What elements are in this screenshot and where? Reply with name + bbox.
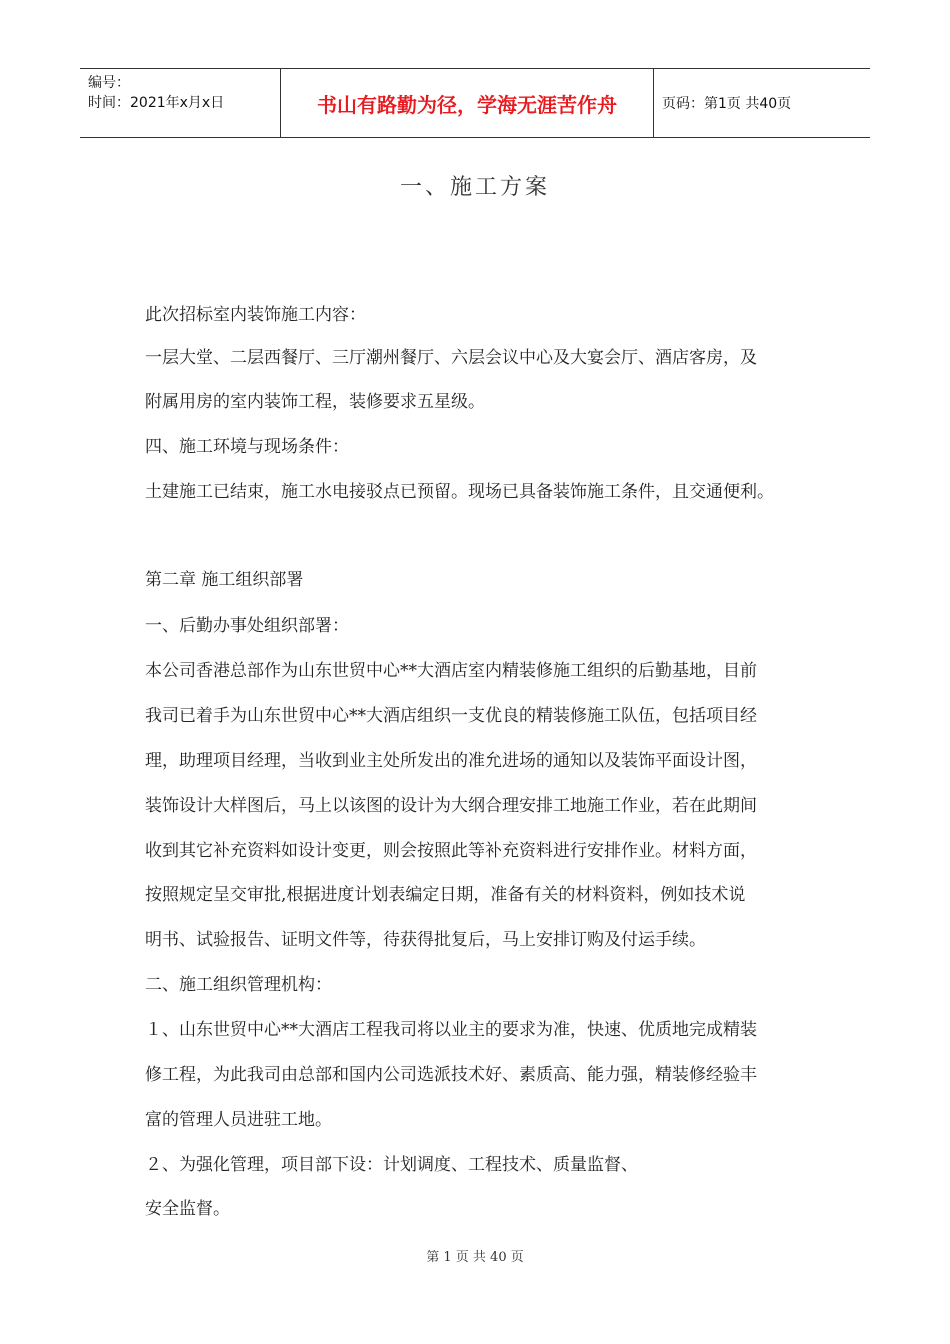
section-heading: 四、施工环境与现场条件： bbox=[145, 437, 349, 457]
time-label: 时间：2021年x月x日 bbox=[88, 95, 225, 111]
section-heading: 一、后勤办事处组织部署： bbox=[145, 616, 349, 636]
body-line: 修工程，为此我司由总部和国内公司选派技术好、素质高、能力强，精装修经验丰 bbox=[145, 1065, 757, 1085]
header-page-cell bbox=[654, 69, 870, 137]
body-line: １、山东世贸中心**大酒店工程我司将以业主的要求为准，快速、优质地完成精装 bbox=[145, 1020, 757, 1040]
body-line: 理，助理项目经理，当收到业主处所发出的准允进场的通知以及装饰平面设计图， bbox=[145, 751, 757, 771]
header-meta-cell bbox=[80, 69, 281, 137]
body-line: 我司已着手为山东世贸中心**大酒店组织一支优良的精装修施工队伍，包括项目经 bbox=[145, 706, 757, 726]
body-line: 按照规定呈交审批,根据进度计划表编定日期，准备有关的材料资料，例如技术说 bbox=[145, 885, 746, 905]
body-line: 本公司香港总部作为山东世贸中心**大酒店室内精装修施工组织的后勤基地，目前 bbox=[145, 661, 757, 681]
number-label: 编号： bbox=[88, 75, 130, 91]
body-line: 富的管理人员进驻工地。 bbox=[145, 1110, 332, 1130]
body-line: 一层大堂、二层西餐厅、三厅潮州餐厅、六层会议中心及大宴会厅、酒店客房，及 bbox=[145, 348, 757, 368]
header-table bbox=[80, 68, 870, 138]
chapter-heading: 第二章 施工组织部署 bbox=[145, 570, 304, 590]
page-title: 一、施工方案 bbox=[399, 175, 550, 200]
header-motto-cell bbox=[281, 69, 654, 137]
section-heading: 二、施工组织管理机构： bbox=[145, 975, 332, 995]
body-line: 附属用房的室内装饰工程，装修要求五星级。 bbox=[145, 392, 485, 412]
motto-text: 书山有路勤为径，学海无涯苦作舟 bbox=[317, 92, 617, 117]
page-footer: 第 1 页 共 40 页 bbox=[426, 1250, 524, 1265]
body-line: 安全监督。 bbox=[145, 1199, 230, 1219]
body-line: 装饰设计大样图后，马上以该图的设计为大纲合理安排工地施工作业，若在此期间 bbox=[145, 796, 757, 816]
body-line: 土建施工已结束，施工水电接驳点已预留。现场已具备装饰施工条件，且交通便利。 bbox=[145, 482, 774, 502]
page-info: 页码：第1页 共40页 bbox=[662, 96, 792, 112]
body-line: 明书、试验报告、证明文件等，待获得批复后，马上安排订购及付运手续。 bbox=[145, 930, 706, 950]
body-line: ２、为强化管理，项目部下设：计划调度、工程技术、质量监督、 bbox=[145, 1155, 638, 1175]
body-line: 收到其它补充资料如设计变更，则会按照此等补充资料进行安排作业。材料方面， bbox=[145, 841, 757, 861]
body-line: 此次招标室内装饰施工内容： bbox=[145, 305, 366, 325]
